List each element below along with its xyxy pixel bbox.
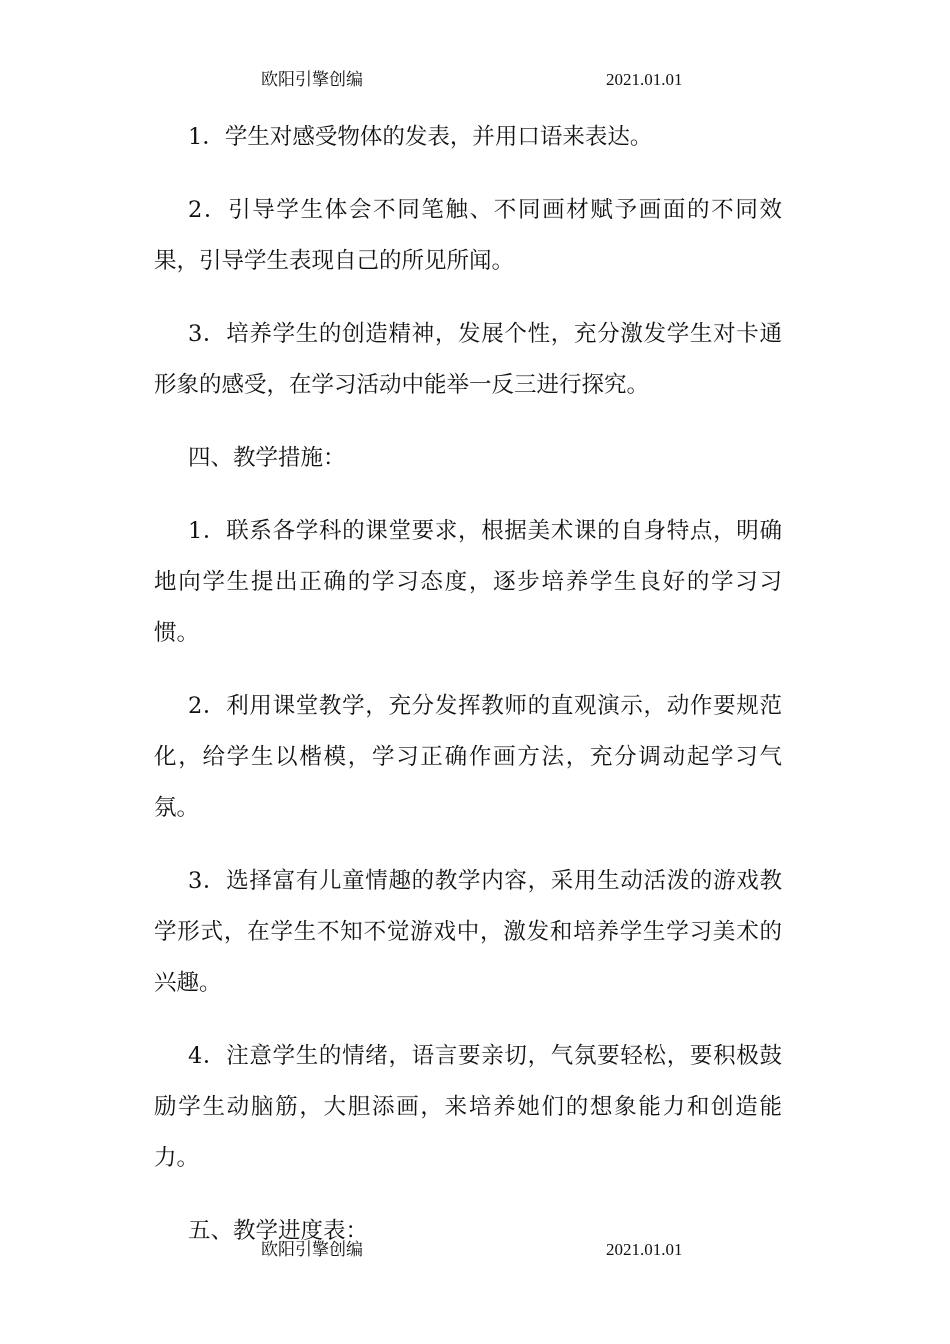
footer-date: 2021.01.01	[606, 1240, 683, 1259]
page-footer	[0, 1236, 950, 1264]
paragraph-measure-3: 3．选择富有儿童情趣的教学内容，采用生动活泼的游戏教学形式，在学生不知不觉游戏中，激发和培养学生学习美术的兴趣。	[154, 868, 782, 996]
section-heading-schedule: 五、教学进度表：	[188, 1218, 369, 1244]
paragraph-goal-3: 3．培养学生的创造精神，发展个性，充分激发学生对卡通形象的感受，在学习活动中能举一反三进行探究。	[154, 321, 782, 398]
section-heading-measures: 四、教学措施：	[188, 445, 346, 471]
header-author: 欧阳引擎创编	[261, 70, 363, 90]
header-date: 2021.01.01	[606, 70, 683, 89]
footer-author: 欧阳引擎创编	[261, 1240, 363, 1260]
paragraph-goal-1: 1．学生对感受物体的发表，并用口语来表达。	[188, 124, 653, 150]
page-header	[0, 66, 950, 94]
document-body	[154, 112, 782, 1279]
paragraph-measure-1: 1．联系各学科的课堂要求，根据美术课的自身特点，明确地向学生提出正确的学习态度，逐步培养学生良好的学习习惯。	[154, 518, 782, 646]
paragraph-measure-4: 4．注意学生的情绪，语言要亲切，气氛要轻松，要积极鼓励学生动脑筋，大胆添画，来培养她们的想象能力和创造能力。	[154, 1043, 782, 1171]
paragraph-measure-2: 2．利用课堂教学，充分发挥教师的直观演示，动作要规范化，给学生以楷模，学习正确作画方法，充分调动起学习气氛。	[154, 693, 782, 821]
paragraph-goal-2: 2．引导学生体会不同笔触、不同画材赋予画面的不同效果，引导学生表现自己的所见所闻。	[154, 197, 782, 274]
